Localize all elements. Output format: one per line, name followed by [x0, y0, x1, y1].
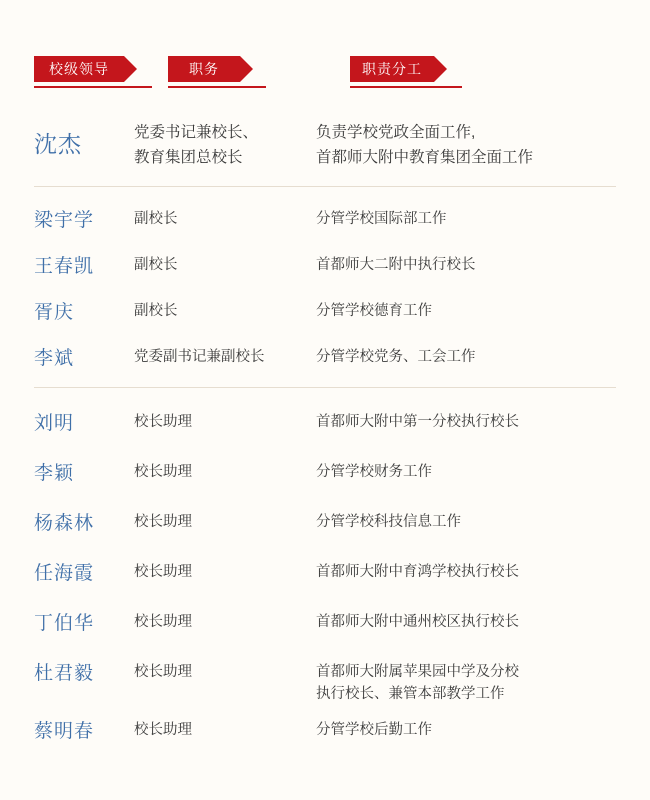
leader-position: [134, 116, 316, 170]
column-header-underline-leaders: [34, 86, 152, 88]
leader-position: 校长助理: [134, 464, 192, 480]
leader-duty: 分管学校国际部工作: [316, 211, 447, 227]
leader-position: 校长助理: [134, 664, 192, 680]
column-header-position: 职务: [168, 56, 240, 82]
column-header-leaders: 校级领导: [34, 56, 124, 82]
leader-name: 蔡明春: [34, 721, 95, 742]
leader-name: 王春凯: [34, 256, 95, 277]
leader-position: 校长助理: [134, 564, 192, 580]
leader-duty: 首都师大附中通州校区执行校长: [316, 614, 519, 630]
column-header-duties: 职责分工: [350, 56, 434, 82]
leader-position: 副校长: [134, 257, 178, 273]
group-divider: [34, 387, 616, 388]
leader-duty: 分管学校财务工作: [316, 464, 432, 480]
leader-duty: 首都师大附中第一分校执行校长: [316, 414, 519, 430]
leader-duty-line: 执行校长、兼管本部教学工作: [316, 686, 505, 702]
leader-duty: [316, 658, 616, 705]
leader-name: 杜君毅: [34, 663, 95, 684]
leader-duty: 分管学校德育工作: [316, 303, 432, 319]
column-header-underline-duties: [350, 86, 462, 88]
leader-position-line: 党委书记兼校长、: [134, 124, 259, 141]
table-row: [0, 446, 650, 496]
leader-name: 任海霞: [34, 563, 95, 584]
leader-name: 沈杰: [34, 131, 82, 157]
leader-name: 李斌: [34, 348, 75, 369]
table-row: [0, 241, 650, 287]
leader-name: 丁伯华: [34, 613, 95, 634]
table-row: [0, 596, 650, 646]
table-header: [0, 56, 650, 90]
leader-duty-line: 首都师大附属苹果园中学及分校: [316, 664, 519, 680]
leader-position: 党委副书记兼副校长: [134, 349, 265, 365]
leader-name: 李颖: [34, 463, 75, 484]
leader-position: 校长助理: [134, 614, 192, 630]
leader-position: 副校长: [134, 211, 178, 227]
leader-name: 杨森林: [34, 513, 95, 534]
leadership-table: [0, 100, 650, 754]
leader-duty: 首都师大二附中执行校长: [316, 257, 476, 273]
leader-position: 校长助理: [134, 414, 192, 430]
group-principal: [0, 100, 650, 178]
table-row: [0, 396, 650, 446]
table-row: [0, 195, 650, 241]
leader-name: 梁宇学: [34, 210, 95, 231]
table-row: [0, 546, 650, 596]
table-row: [0, 704, 650, 754]
leader-duty-line: 负责学校党政全面工作,: [316, 124, 476, 141]
group-divider: [34, 186, 616, 187]
column-header-underline-position: [168, 86, 266, 88]
leader-duty-line: 首都师大附中教育集团全面工作: [316, 149, 534, 166]
leader-position: 校长助理: [134, 722, 192, 738]
leader-name: 刘明: [34, 413, 75, 434]
group-vice-principals: [0, 195, 650, 379]
leader-position: 副校长: [134, 303, 178, 319]
leader-duty: 分管学校后勤工作: [316, 722, 432, 738]
leader-position-line: 教育集团总校长: [134, 149, 243, 166]
leader-duty: 分管学校党务、工会工作: [316, 349, 476, 365]
table-row: [0, 646, 650, 704]
table-row: [0, 100, 650, 178]
table-row: [0, 287, 650, 333]
leader-duty: 分管学校科技信息工作: [316, 514, 461, 530]
group-assistants: [0, 396, 650, 754]
table-row: [0, 333, 650, 379]
leader-duty: 首都师大附中育鸿学校执行校长: [316, 564, 519, 580]
leader-name: 胥庆: [34, 302, 75, 323]
leader-position: 校长助理: [134, 514, 192, 530]
table-row: [0, 496, 650, 546]
leader-duty: [316, 116, 616, 170]
